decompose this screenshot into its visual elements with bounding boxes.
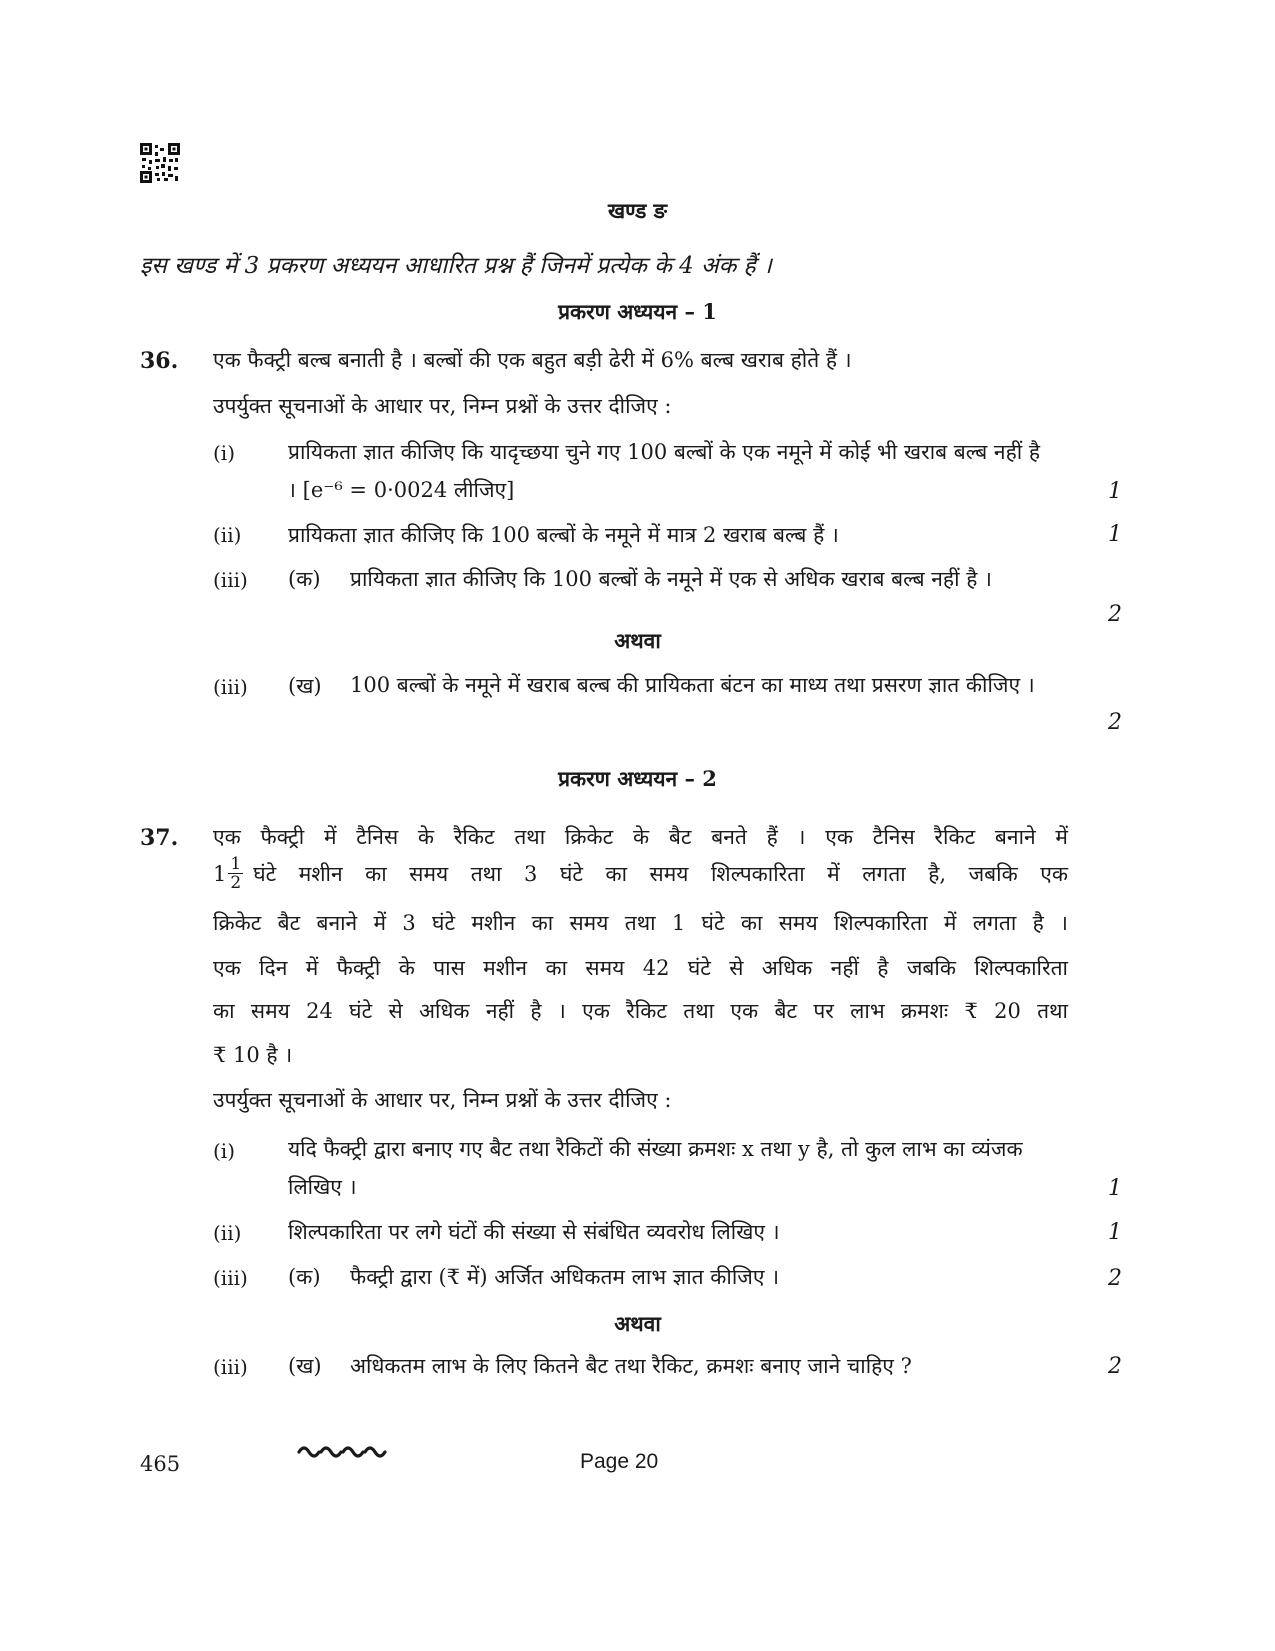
q37-iii-b-text: अधिकतम लाभ के लिए कितने बैट तथा रैकिट, क्रमशः बनाए जाने चाहिए ? — [350, 1354, 912, 1378]
q37-ii-text: शिल्पकारिता पर लगे घंटों की संख्या से संबंधित व्यवरोध लिखिए । — [288, 1220, 780, 1244]
q36-iii-b-label: (iii) — [213, 675, 248, 699]
question-36-number: 36. — [140, 348, 179, 374]
q36-ii-label: (ii) — [213, 523, 242, 547]
mixed-fraction — [228, 855, 243, 892]
q36-iii-a-part: (क) — [288, 567, 321, 591]
q37-iii-b-label: (iii) — [213, 1355, 248, 1379]
question-37-stem-line-2 — [213, 855, 1068, 892]
case-study-2-heading: प्रकरण अध्ययन – 2 — [558, 766, 717, 791]
qr-code-icon — [140, 143, 180, 183]
q36-ii-text: प्रायिकता ज्ञात कीजिए कि 100 बल्बों के नमूने में मात्र 2 खराब बल्ब हैं । — [288, 523, 839, 547]
q37-iii-b-marks: 2 — [1108, 1354, 1122, 1379]
q37-iii-a-marks: 2 — [1108, 1266, 1122, 1291]
mixed-fraction-whole: 1 — [213, 861, 227, 886]
q37-iii-b-part: (ख) — [288, 1354, 322, 1378]
q37-iii-a-text: फैक्ट्री द्वारा (₹ में) अर्जित अधिकतम लाभ ज्ञात कीजिए । — [350, 1265, 780, 1289]
q36-or-label: अथवा — [614, 628, 661, 653]
section-title: खण्ड ङ — [607, 198, 668, 223]
q36-iii-b-text: 100 बल्बों के नमूने में खराब बल्ब की प्रायिकता बंटन का माध्य तथा प्रसरण ज्ञात कीजिए । — [350, 673, 1035, 697]
fraction-denominator: 2 — [230, 873, 242, 893]
case-study-1-heading: प्रकरण अध्ययन – 1 — [558, 299, 717, 324]
q36-iii-b-part: (ख) — [288, 674, 322, 698]
q36-iii-a-label: (iii) — [213, 568, 248, 592]
tilde-ornament-icon — [297, 1440, 387, 1460]
paper-code: 465 — [140, 1452, 181, 1476]
q37-ii-marks: 1 — [1108, 1220, 1122, 1245]
q37-i-text: यदि फैक्ट्री द्वारा बनाए गए बैट तथा रैकिटों की संख्या क्रमशः x तथा y है, तो कुल लाभ का व्यंजक लिखिए । — [288, 1137, 1023, 1199]
question-37-stem-line-4: एक दिन में फैक्ट्री के पास मशीन का समय 42 घंटे से अधिक नहीं है जबकि शिल्पकारिता — [213, 956, 1068, 980]
question-37-stem-line-1: एक फैक्ट्री में टैनिस के रैकिट तथा क्रिकेट के बैट बनते हैं । एक टैनिस रैकिट बनाने में — [213, 825, 1068, 849]
question-37-stem-line-3: क्रिकेट बैट बनाने में 3 घंटे मशीन का समय तथा 1 घंटे का समय शिल्पकारिता में लगता है । — [213, 911, 1068, 935]
section-instructions: इस खण्ड में 3 प्रकरण अध्ययन आधारित प्रश्न हैं जिनमें प्रत्येक के 4 अंक हैं । — [140, 253, 772, 279]
q36-iii-a-text: प्रायिकता ज्ञात कीजिए कि 100 बल्बों के नमूने में एक से अधिक खराब बल्ब नहीं है । — [350, 567, 992, 591]
question-37-stem-line-6: ₹ 10 है । — [213, 1043, 293, 1067]
question-37-stem-line-7: उपर्युक्त सूचनाओं के आधार पर, निम्न प्रश्नों के उत्तर दीजिए : — [213, 1088, 672, 1112]
question-37-stem-line-5: का समय 24 घंटे से अधिक नहीं है । एक रैकिट तथा एक बैट पर लाभ क्रमशः ₹ 20 तथा — [213, 999, 1068, 1023]
q36-i-text: प्रायिकता ज्ञात कीजिए कि यादृच्छया चुने गए 100 बल्बों के एक नमूने में कोई भी खराब बल्ब नहीं है । [e⁻⁶ = 0·0024 लीजिए] — [288, 440, 1040, 502]
q36-i-marks: 1 — [1108, 479, 1122, 504]
q36-i-label: (i) — [213, 441, 236, 465]
question-36-stem-line-1: एक फैक्ट्री बल्ब बनाती है । बल्बों की एक बहुत बड़ी ढेरी में 6% बल्ब खराब होते हैं । — [213, 348, 852, 372]
fraction-numerator: 1 — [230, 854, 242, 874]
q36-iii-a-marks: 2 — [1108, 602, 1122, 627]
q36-ii-marks: 1 — [1108, 522, 1122, 547]
q36-iii-b-marks: 2 — [1108, 710, 1122, 735]
question-36-stem-line-2: उपर्युक्त सूचनाओं के आधार पर, निम्न प्रश्नों के उत्तर दीजिए : — [213, 394, 672, 418]
q37-iii-a-part: (क) — [288, 1265, 321, 1289]
question-37-stem-line-2-text: घंटे मशीन का समय तथा 3 घंटे का समय शिल्पकारिता में लगता है, जबकि एक — [253, 861, 1068, 886]
q37-ii-label: (ii) — [213, 1221, 242, 1245]
page-number: Page 20 — [580, 1450, 659, 1473]
q37-iii-a-label: (iii) — [213, 1266, 248, 1290]
q37-or-label: अथवा — [614, 1311, 661, 1336]
q37-i-label: (i) — [213, 1139, 236, 1163]
question-37-number: 37. — [140, 825, 179, 851]
q37-i-marks: 1 — [1108, 1176, 1122, 1201]
